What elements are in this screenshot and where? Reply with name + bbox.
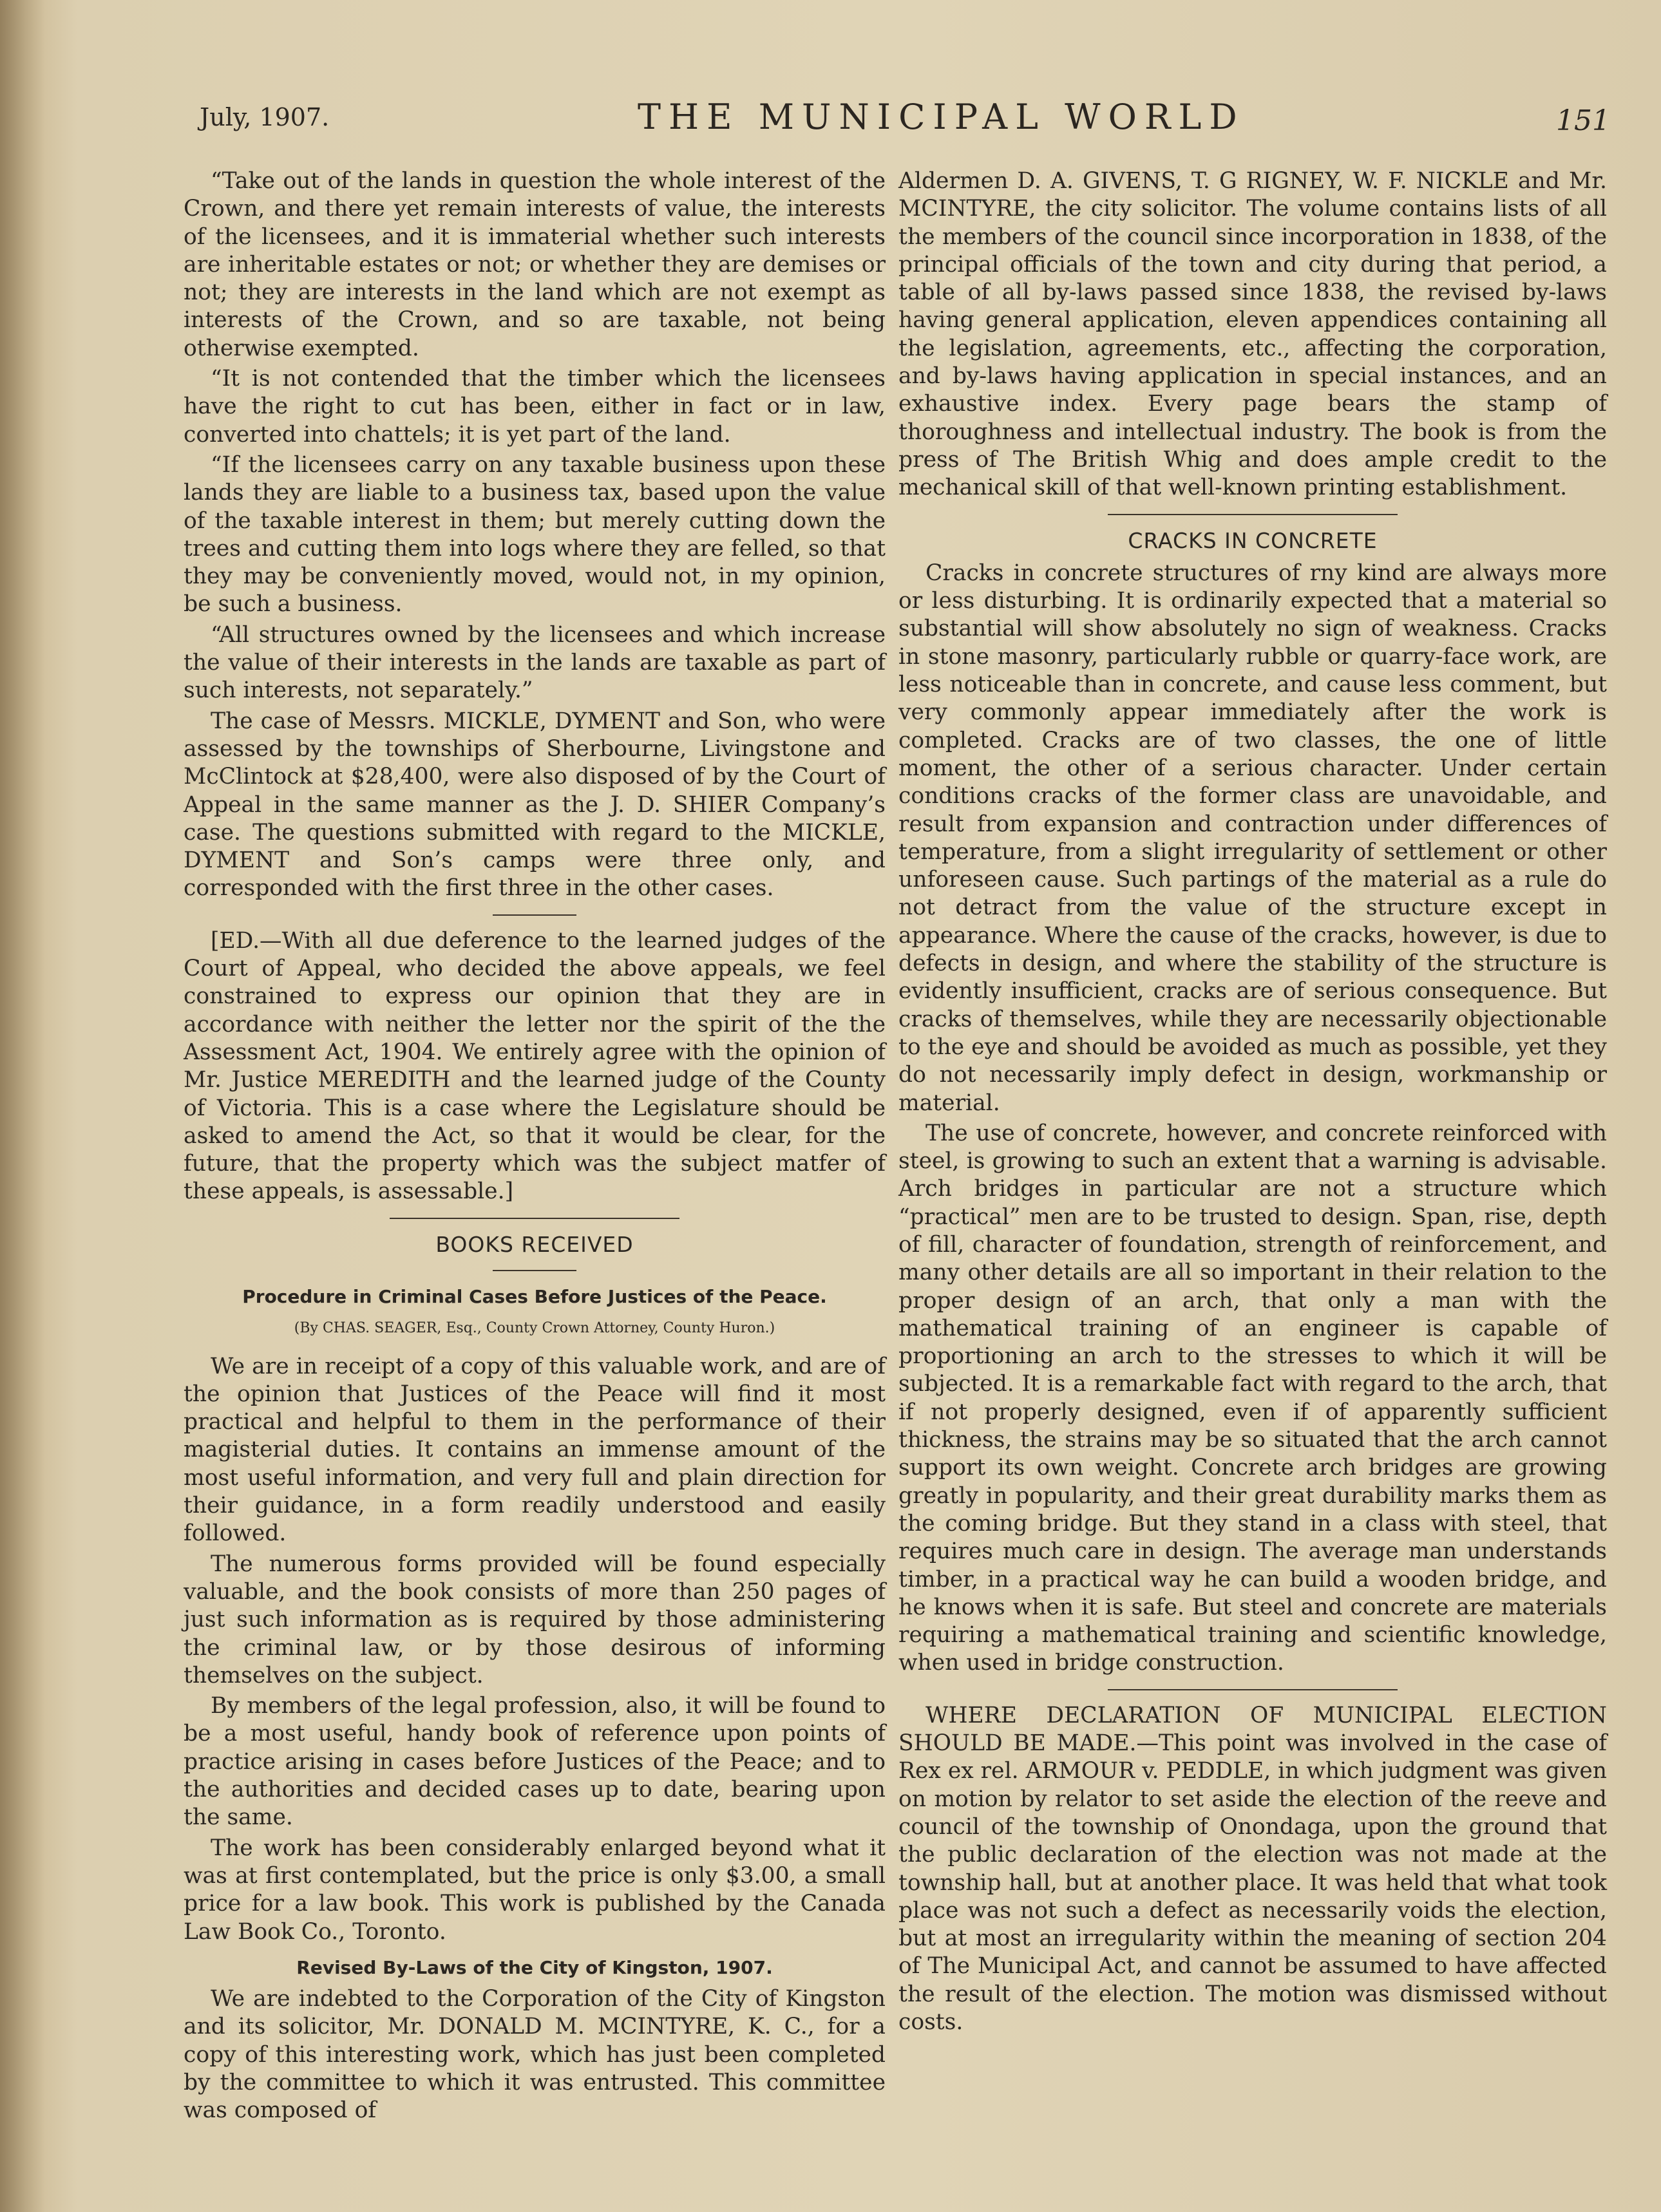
quote-paragraph-2: “It is not contended that the timber which the licensees have the right to cut has been, either in fact or in law, converted into chattels; it is yet part of the land. [184, 366, 886, 448]
left-column [184, 167, 886, 2128]
divider-rule [493, 914, 576, 916]
page-header [200, 97, 1610, 148]
publication-title: THE MUNICIPAL WORLD [638, 97, 1245, 137]
book1-paragraph-2: The numerous forms provided will be found especially valuable, and the book consists of more than 250 pages of just such information as is required by those administering the criminal law, or by those desirous of informing themselves on the subject. [184, 1551, 886, 1688]
page-number: 151 [1556, 104, 1610, 137]
election-declaration-text: —This point was involved in the case of Rex ex rel. ARMOUR v. PEDDLE, in which judgment was given on motion by relator to set aside the election of the reeve and council of the township of Onondaga, upon the ground that the public declaration of the election was not made at the township hall, but at another place. It was held that what took place was not such a defect as necessarily voids the election, but at most an irregularity within the meaning of section 204 of The Municipal Act, and cannot be assumed to have affected the result of the election. The motion was dismissed without costs. [898, 1730, 1607, 2035]
editor-note: [ED.—With all due deference to the learned judges of the Court of Appeal, who decided the above appeals, we feel constrained to express our opinion that they are in accordance with neither the letter nor the spirit of the the Assessment Act, 1904. We entirely agree with the opinion of Mr. Justice MEREDITH and the learned judge of the County of Victoria. This is a case where the Legislature should be asked to amend the Act, so that it would be clear, for the future, that the property which was the subject matfer of these appeals, is assessable.] [184, 927, 886, 1205]
page-gutter-shadow [0, 0, 45, 2212]
bylaws-continuation-paragraph: Aldermen D. A. GIVENS, T. G RIGNEY, W. F. NICKLE and Mr. MCINTYRE, the city solicitor. The volume contains lists of all the members of the council since incorporation in 1838, of the principal officials of the town and city during that period, a table of all by-laws passed since 1838, the revised by-laws having general application, eleven appendices containing all the legislation, agreements, etc., affecting the corporation, and by-laws having application in special instances, and an exhaustive index. Every page bears the stamp of thoroughness and intellectual industry. The book is from the press of The British Whig and does ample credit to the mechanical skill of that well-known printing establishment. [898, 168, 1607, 501]
election-declaration-paragraph [898, 1702, 1607, 2037]
cracks-paragraph-2: The use of concrete, however, and concrete reinforced with steel, is growing to such an extent that a warning is advisable. Arch bridges in particular are not a structure which “practical” men are to be trusted to design. Span, rise, depth of fill, character of foundation, strength of reinforcement, and many other details are all so important in their relation to the proper design of an arch, that only a man with the mathematical training of an engineer is capable of proportioning an arch to the stresses to which it will be subjected. It is a remarkable fact with regard to the arch, that if not properly designed, even if of apparently sufficient thickness, the strains may be so situated that the arch cannot support its own weight. Concrete arch bridges are growing greatly in popularity, and their great durability marks them as the coming bridge. But they stand in a class with steel, that requires much care in design. The average man understands timber, in a practical way he can build a wooden bridge, and he knows when it is safe. But steel and concrete are materials requiring a mathematical training and scientific knowledge, when used in bridge construction. [898, 1120, 1607, 1676]
quote-paragraph-3: “If the licensees carry on any taxable business upon these lands they are liable to a business tax, based upon the value of the taxable interest in them; but merely cutting down the trees and cutting them into logs where they are felled, so that they may be conveniently moved, would not, in my opinion, be such a business. [184, 451, 886, 618]
quote-paragraph-4: “All structures owned by the licensees and which increase the value of their interests in the lands are taxable as part of such interests, not separately.” [184, 621, 886, 704]
book-title-kingston-bylaws: Revised By-Laws of the City of Kingston, 1907. [296, 1956, 773, 1978]
election-declaration-lead: WHERE DECLARATION OF MUNICIPAL ELECTION SHOULD BE MADE. [898, 1702, 1607, 1757]
issue-date: July, 1907. [200, 103, 330, 131]
cracks-in-concrete-heading: CRACKS IN CONCRETE [1128, 527, 1378, 553]
quote-paragraph-1: “Take out of the lands in question the whole interest of the Crown, and there yet remain interests of value, the interests of the licensees, and it is immaterial whether such interests are inheritable estates or not; or whether they are demises or not; they are interests in the land which are not exempt as interests of the Crown, and so are taxable, not being otherwise exempted. [184, 168, 886, 361]
divider-rule [493, 1270, 576, 1271]
book1-paragraph-1: We are in receipt of a copy of this valuable work, and are of the opinion that Justices of the Peace will find it most practical and helpful to them in the performance of their magisterial duties. It contains an immense amount of the most useful information, and very full and plain direction for their guidance, in a form readily understood and easily followed. [184, 1353, 886, 1547]
book1-paragraph-4: The work has been considerably enlarged beyond what it was at first contemplated, but the price is only $3.00, a small price for a law book. This work is published by the Canada Law Book Co., Toronto. [184, 1835, 886, 1945]
cracks-paragraph-1: Cracks in concrete structures of rny kind are always more or less disturbing. It is ordinarily expected that a material so substantial will show absolutely no sign of weakness. Cracks in stone masonry, particularly rubble or quarry-face work, are less noticeable than in concrete, and cause less comment, but very commonly appear immediately after the work is completed. Cracks are of two classes, the one of little moment, the other of a serious character. Under certain conditions cracks of the former class are unavoidable, and result from expansion and contraction under differences of temperature, from a slight irregularity of settlement or other unforeseen cause. Such partings of the material as a rule do not detract from the value of the structure except in appearance. Where the cause of the cracks, however, is due to defects in design, and where the stability of the structure is evidently insufficient, cracks are of serious consequence. But cracks of themselves, while they are necessarily objectionable to the eye and should be avoided as much as possible, yet they do not necessarily imply defect in design, workmanship or material. [898, 560, 1607, 1116]
book2-paragraph-1: We are indebted to the Corporation of the City of Kingston and its solicitor, Mr. DONALD M. MCINTYRE, K. C., for a copy of this interesting work, which has just been completed by the committee to which it was entrusted. This committee was composed of [184, 1986, 886, 2124]
book-byline: (By CHAS. SEAGER, Esq., County Crown Attorney, County Huron.) [294, 1320, 775, 1337]
case-paragraph: The case of Messrs. MICKLE, DYMENT and Son, who were assessed by the townships of Sherbourne, Livingstone and McClintock at $28,400, were also disposed of by the Court of Appeal in the same manner as the J. D. SHIER Company’s case. The questions submitted with regard to the MICKLE, DYMENT and Son’s camps were three only, and corresponded with the first three in the other cases. [184, 708, 886, 902]
book1-paragraph-3: By members of the legal profession, also, it will be found to be a most useful, handy book of reference upon points of practice arising in cases before Justices of the Peace; and to the authorities and decided cases up to date, bearing upon the same. [184, 1693, 886, 1831]
book-title-criminal-procedure: Procedure in Criminal Cases Before Justices of the Peace. [242, 1285, 827, 1307]
divider-rule [1108, 1689, 1398, 1690]
divider-rule [1108, 514, 1398, 515]
divider-rule [390, 1218, 679, 1219]
right-column [898, 167, 1607, 2039]
books-received-heading: BOOKS RECEIVED [435, 1231, 634, 1257]
